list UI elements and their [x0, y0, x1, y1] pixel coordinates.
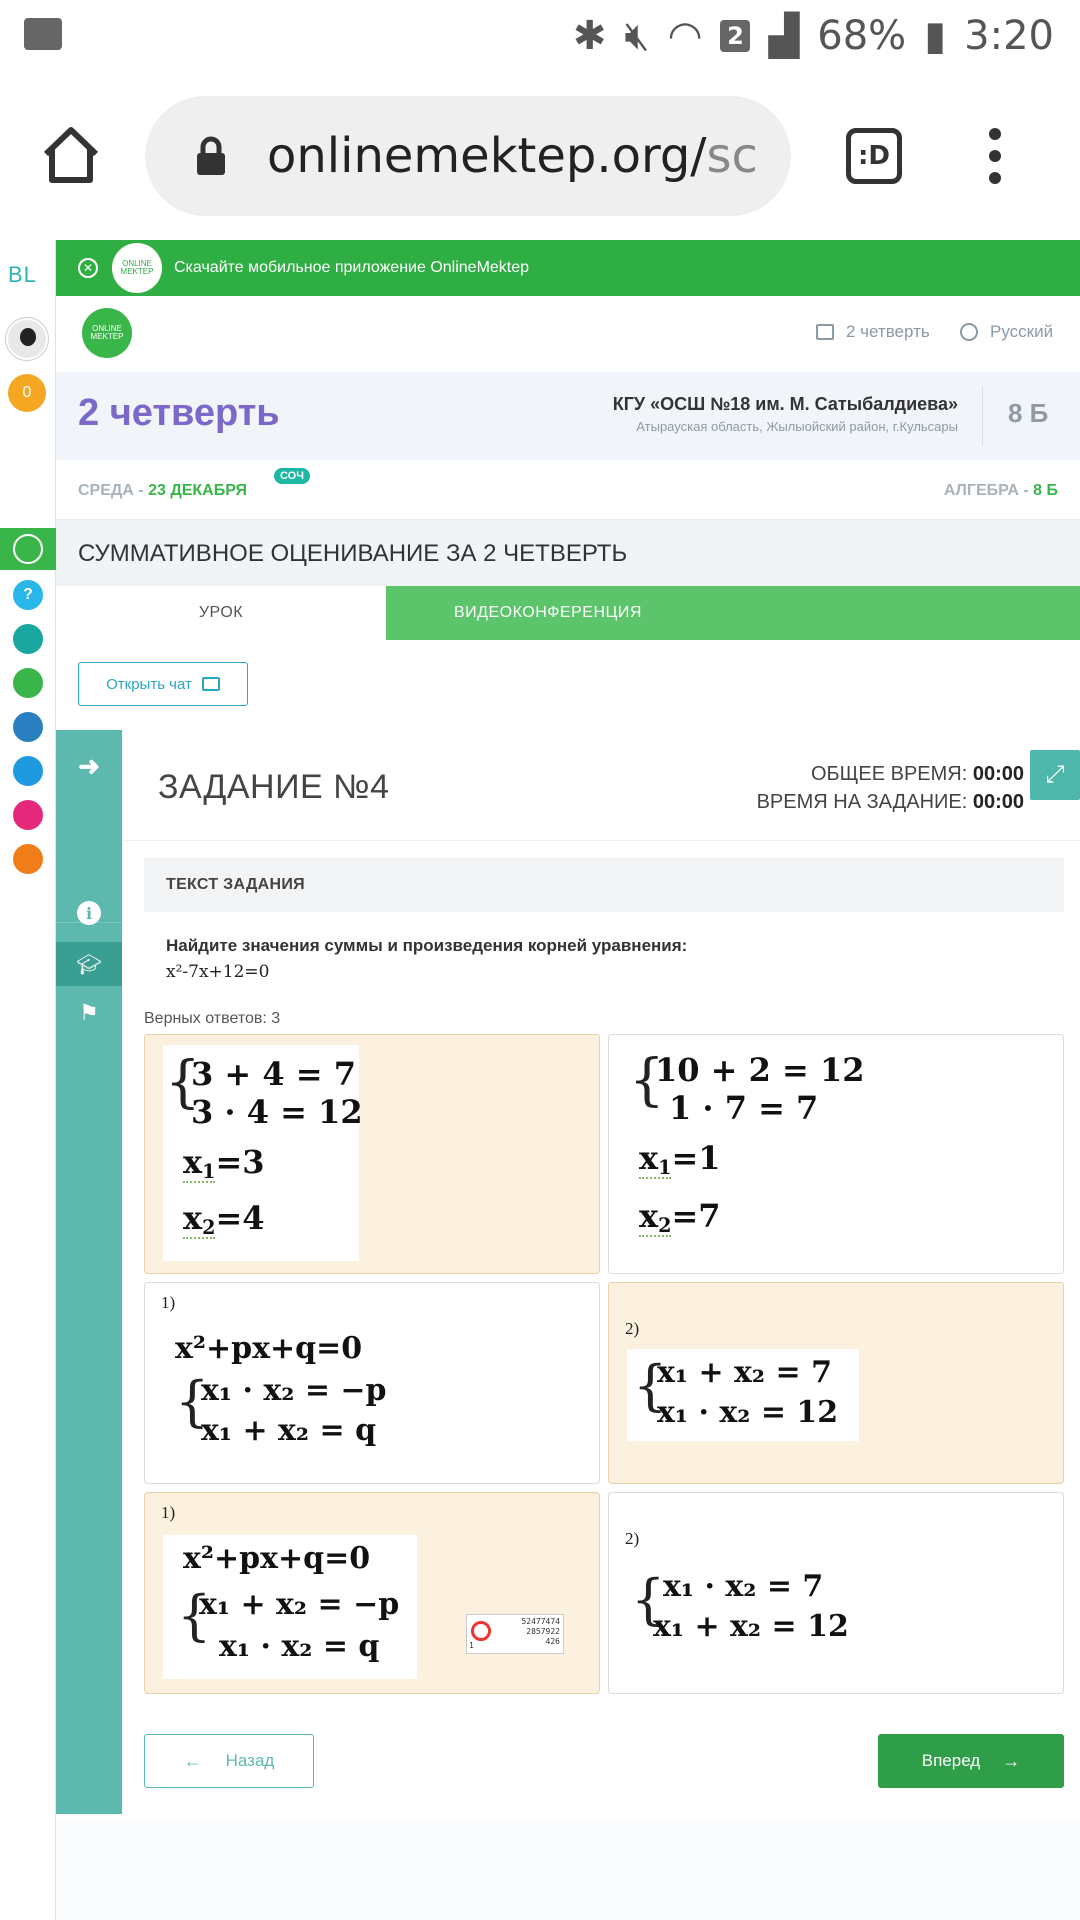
page-header — [56, 372, 1080, 460]
info-icon[interactable]: i — [56, 892, 122, 934]
fullscreen-icon[interactable]: ⤢ — [1030, 750, 1080, 800]
clock: 3:20 — [964, 13, 1054, 59]
task-panel — [56, 730, 1080, 1820]
school-address: Атырауская область, Жылыойский район, г.Кульсары — [636, 419, 958, 434]
wifi-icon: ◠ — [667, 13, 703, 59]
close-icon[interactable]: ✕ — [78, 258, 98, 278]
bilimland-logo[interactable]: BL — [8, 262, 37, 287]
open-chat-button[interactable]: Открыть чат — [78, 662, 248, 706]
page-title: 2 четверть — [78, 392, 280, 434]
answer-image: x²+px+q=0 { x₁ + x₂ = −p x₁ · x₂ = q — [163, 1535, 417, 1679]
language-selector[interactable]: Русский — [960, 322, 1053, 342]
brace: { — [165, 1050, 201, 1115]
main-page — [56, 240, 1080, 1920]
graduation-cap-icon[interactable]: 🎓︎ — [56, 942, 122, 986]
promo-logo: ONLINE MEKTEP — [112, 243, 162, 293]
quarter-selector[interactable]: 2 четверть — [816, 322, 930, 342]
counter-logo-icon — [471, 1621, 491, 1641]
timer: ОБЩЕЕ ВРЕМЯ: 00:00 ВРЕМЯ НА ЗАДАНИЕ: 00:00 — [756, 763, 1024, 813]
sidebar-item-twig[interactable] — [13, 800, 43, 830]
url-text: onlinemektep.org/sc — [267, 128, 758, 184]
battery-icon: ▮ — [924, 13, 947, 59]
tab-lesson[interactable]: УРОК — [56, 586, 386, 640]
arrow-right-icon: → — [1002, 1750, 1021, 1771]
app-promo-banner — [56, 240, 1080, 296]
brace: { — [631, 1568, 666, 1631]
brace: { — [177, 1584, 212, 1647]
tab-switcher-button[interactable]: :D — [846, 128, 902, 184]
brace: { — [633, 1354, 668, 1417]
home-icon[interactable] — [40, 124, 102, 186]
answer-image: { 10 + 2 = 12 1 · 7 = 7 $x_1=1$ $x_2=7$ — [627, 1043, 877, 1259]
school-name: КГУ «ОСШ №18 им. М. Сатыбалдиева» — [612, 394, 958, 414]
lesson-meta — [56, 460, 1080, 520]
task-rail — [56, 730, 122, 1814]
coin-counter[interactable]: 0 — [8, 374, 46, 412]
sim-badge: 2 — [720, 20, 750, 52]
answer-option[interactable]: 1) x²+px+q=0 { x₁ + x₂ = −p x₁ · x₂ = q — [144, 1492, 600, 1694]
back-button[interactable]: ← Назад — [144, 1734, 314, 1788]
tab-videoconference[interactable]: ВИДЕОКОНФЕРЕНЦИЯ — [386, 586, 1080, 640]
lock-icon — [195, 135, 227, 177]
battery-percent: 68% — [817, 13, 907, 59]
mute-icon: 🔇︎ — [624, 13, 650, 59]
signal-icon: ▟ — [768, 13, 800, 59]
status-bar — [0, 0, 1080, 72]
site-logo[interactable]: ONLINE MEKTEP — [82, 308, 132, 358]
chat-icon — [202, 677, 220, 691]
divider — [982, 386, 983, 446]
divider — [122, 840, 1080, 841]
tab-bar — [56, 586, 1080, 640]
answer-image: { 3 + 4 = 7 3 · 4 = 12 $x_1=3$ $x_2=4$ — [163, 1045, 359, 1261]
top-nav — [56, 296, 1080, 372]
answer-option[interactable] — [144, 1034, 600, 1274]
class-label: 8 Б — [1008, 398, 1049, 428]
globe-icon — [960, 323, 978, 341]
answer-option[interactable]: 2) { x₁ + x₂ = 7 x₁ · x₂ = 12 — [608, 1282, 1064, 1484]
bluetooth-icon: ✱ — [572, 13, 607, 59]
answer-option[interactable] — [608, 1034, 1064, 1274]
correct-answers-count: Верных ответов: 3 — [144, 1010, 281, 1027]
promo-text[interactable]: Скачайте мобильное приложение OnlineMektep — [174, 259, 530, 276]
task-question: Найдите значения суммы и произведения корней уравнения: — [166, 936, 688, 955]
address-bar[interactable] — [145, 96, 791, 216]
avatar[interactable] — [6, 318, 48, 360]
answer-image: { x₁ · x₂ = 7 x₁ + x₂ = 12 — [627, 1559, 877, 1659]
arrow-left-icon: ← — [183, 1750, 202, 1771]
browser-toolbar — [0, 72, 1080, 240]
sidebar-item-bilimland[interactable] — [13, 668, 43, 698]
flag-icon[interactable]: ⚑ — [79, 1000, 99, 1025]
answer-option[interactable]: 1) x²+px+q=0 { x₁ · x₂ = −p x₁ + x₂ = q — [144, 1282, 600, 1484]
task-equation: x²-7x+12=0 — [166, 962, 270, 982]
next-button[interactable]: Вперед → — [878, 1734, 1064, 1788]
overflow-menu-icon[interactable] — [988, 128, 1002, 184]
help-icon[interactable]: ? — [13, 580, 43, 610]
task-text-label: ТЕКСТ ЗАДАНИЯ — [144, 858, 1064, 912]
app-sidebar — [0, 240, 56, 1920]
lesson-date: СРЕДА - 23 ДЕКАБРЯ — [78, 482, 247, 499]
sidebar-item-mektep[interactable] — [13, 844, 43, 874]
sidebar-item-test[interactable] — [13, 756, 43, 786]
list-icon — [816, 324, 834, 340]
school-info — [613, 394, 958, 434]
folder-icon — [24, 18, 62, 50]
visit-counter[interactable]: 52477474 2857922 426 1 — [466, 1614, 564, 1654]
chat-bar — [56, 640, 1080, 730]
lesson-title: СУММАТИВНОЕ ОЦЕНИВАНИЕ ЗА 2 ЧЕТВЕРТЬ — [78, 540, 628, 567]
answer-image: x²+px+q=0 { x₁ · x₂ = −p x₁ + x₂ = q — [163, 1325, 403, 1475]
lesson-title-bar — [56, 520, 1080, 586]
arrow-right-icon[interactable]: ➜ — [78, 750, 100, 781]
sidebar-item-onlinemektep[interactable] — [13, 534, 43, 564]
brace: { — [629, 1048, 665, 1113]
answer-option[interactable]: 2) { x₁ · x₂ = 7 x₁ + x₂ = 12 — [608, 1492, 1064, 1694]
sidebar-item-pisa[interactable] — [13, 624, 43, 654]
brace: { — [175, 1370, 210, 1433]
lesson-subject: АЛГЕБРА - 8 Б — [943, 482, 1058, 499]
sidebar-item-bilimbook[interactable] — [13, 712, 43, 742]
answer-image: { x₁ + x₂ = 7 x₁ · x₂ = 12 — [627, 1349, 859, 1441]
task-title: ЗАДАНИЕ №4 — [158, 768, 390, 806]
status-badge: СОЧ — [274, 468, 310, 484]
